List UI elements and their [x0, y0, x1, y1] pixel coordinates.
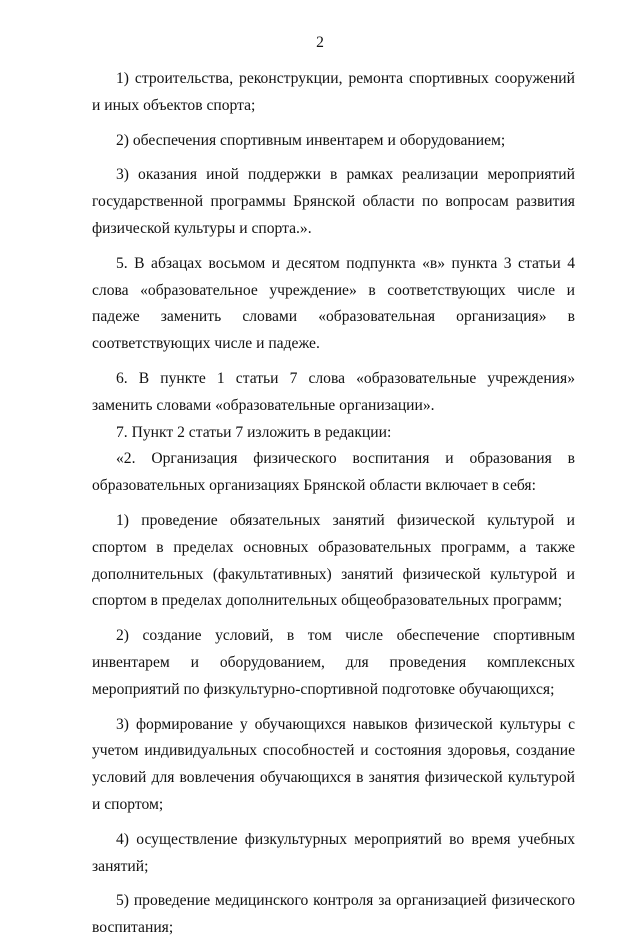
paragraph-item-1: 1) строительства, реконструкции, ремонта спортивных сооружений и иных объектов спорта; [92, 70, 575, 114]
paragraph-amendment-7: 7. Пункт 2 статьи 7 изложить в редакции: [116, 423, 392, 441]
paragraph-item-2: 2) обеспечения спортивным инвентарем и оборудованием; [116, 131, 506, 149]
paragraph-amendment-6: 6. В пункте 1 статьи 7 слова «образовательные учреждения» заменить словами «образовательные организации». [92, 369, 575, 414]
paragraph-item-3: 3) оказания иной поддержки в рамках реализации мероприятий государственной программы Брянской области по вопросам развития физической культуры и спорта.». [92, 166, 575, 237]
page-number: 2 [316, 34, 324, 51]
paragraph-article-7-2: «2. Организация физического воспитания и образования в образовательных организациях Брянской области включает в себя: [92, 450, 575, 495]
paragraph-sub-item-1: 1) проведение обязательных занятий физической культурой и спортом в пределах основных образовательных программ, а также дополнительных (факультативных) занятий физической культурой и спортом в пределах дополнительных общеобразовательных программ; [92, 511, 575, 610]
paragraph-sub-item-4: 4) осуществление физкультурных мероприятий во время учебных занятий; [92, 830, 575, 875]
paragraph-sub-item-2: 2) создание условий, в том числе обеспечение спортивным инвентарем и оборудованием, для проведения комплексных мероприятий по физкультурно-спортивной подготовке обучающихся; [92, 627, 575, 698]
paragraph-sub-item-3: 3) формирование у обучающихся навыков физической культуры с учетом индивидуальных способностей и состояния здоровья, создание условий для вовлечения обучающихся в занятия физической культурой и спортом; [92, 715, 575, 813]
document-body [92, 66, 575, 950]
paragraph-amendment-5: 5. В абзацах восьмом и десятом подпункта «в» пункта 3 статьи 4 слова «образовательное учреждение» в соответствующих числе и падеже заменить словами «образовательная организация» в соответствующих числе и падеже. [92, 254, 575, 353]
paragraph-sub-item-5: 5) проведение медицинского контроля за организацией физического воспитания; [92, 892, 575, 937]
